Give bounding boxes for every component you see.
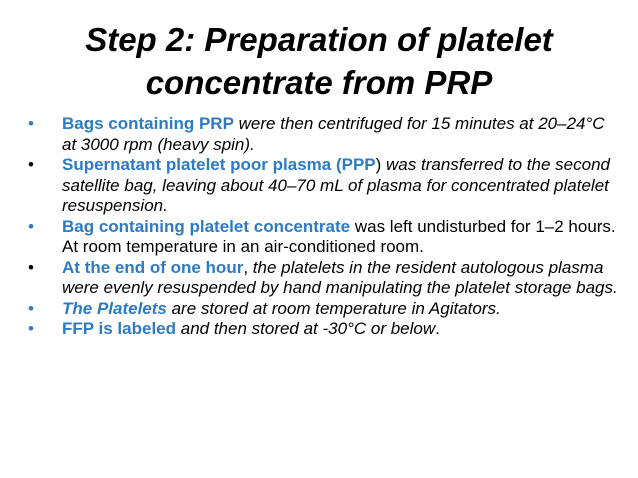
- bullet-dot-icon: •: [28, 319, 34, 338]
- bullet-text: was transferred to the second satellite bag, leaving about 40–70 mL of plasma for concentrated platelet resuspension.: [62, 155, 610, 215]
- title-line-2: concentrate from PRP: [145, 64, 493, 101]
- bullet-highlight: Bags containing PRP: [62, 114, 234, 133]
- bullet-dot-icon: •: [28, 114, 34, 133]
- bullet-text: the platelets in the resident autologous plasma were evenly resuspended by hand manipulating the platelet storage bags.: [62, 257, 618, 297]
- bullet-dot-icon: •: [28, 257, 34, 277]
- bullet-highlight: Bag containing platelet concentrate: [62, 216, 351, 236]
- bullet-text: are stored at room temperature in Agitators.: [166, 298, 501, 318]
- bullet-item-centrifuge: [22, 114, 622, 155]
- bullet-text: were then centrifuged for 15 minutes at 20–24°C at 3000 rpm (heavy spin).: [62, 114, 605, 154]
- bullet-item-supernatant: [22, 155, 622, 217]
- bullet-item-ffp: [22, 319, 622, 340]
- bullet-text-comma: ,: [243, 257, 249, 277]
- bullet-list: [22, 114, 622, 340]
- bullet-text: and then stored at -30°C or below: [176, 319, 436, 338]
- bullet-text-paren: ): [375, 155, 382, 174]
- bullet-text: was left undisturbed for 1–2 hours. At room temperature in an air-conditioned room.: [62, 216, 616, 256]
- bullet-dot-icon: •: [28, 216, 34, 236]
- bullet-item-platelets: [22, 299, 622, 320]
- bullet-highlight: Supernatant platelet poor plasma (PPP: [62, 155, 376, 174]
- bullet-highlight: At the end of one hour: [62, 257, 244, 277]
- bullet-text-period: .: [435, 319, 440, 338]
- title-line-1: Step 2: Preparation of platelet: [85, 21, 553, 58]
- bullet-dot-icon: •: [28, 155, 34, 174]
- slide-title: [20, 18, 618, 104]
- bullet-item-one-hour: [22, 258, 622, 299]
- bullet-highlight: FFP is labeled: [62, 319, 177, 338]
- bullet-highlight: The Platelets: [62, 298, 167, 318]
- bullet-dot-icon: •: [28, 298, 34, 318]
- bullet-item-concentrate: [22, 217, 622, 258]
